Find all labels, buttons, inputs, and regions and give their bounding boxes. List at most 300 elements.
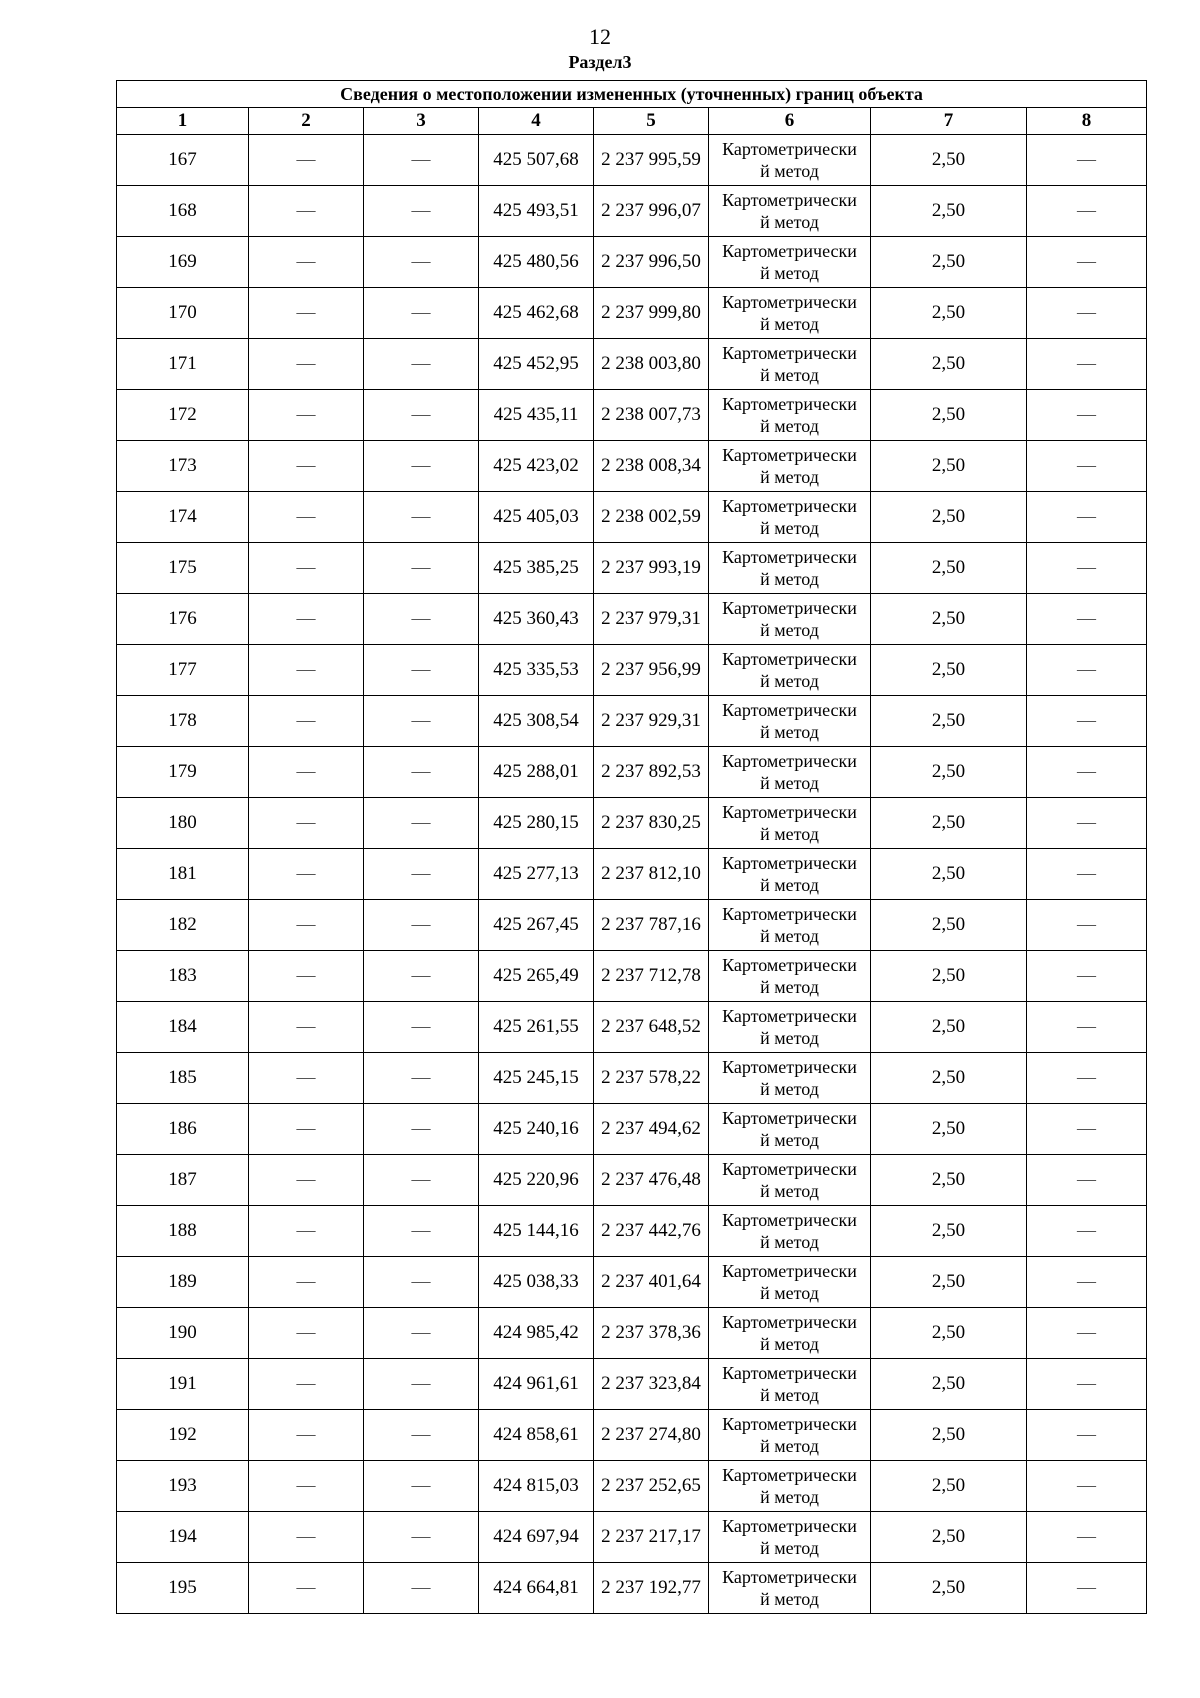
column-8-cell: — [1027, 594, 1147, 645]
method-cell [709, 1461, 871, 1512]
method-text-line-2: й метод [760, 1538, 819, 1558]
method-text-line-1: Картометрически [722, 343, 857, 363]
method-text-line-2: й метод [760, 1079, 819, 1099]
method-text-line-1: Картометрически [722, 445, 857, 465]
y-coordinate-cell: 2 237 929,31 [594, 696, 709, 747]
accuracy-cell: 2,50 [871, 1512, 1027, 1563]
method-text-line-1: Картометрически [722, 1516, 857, 1536]
point-number-cell: 172 [117, 390, 249, 441]
y-coordinate-cell: 2 237 442,76 [594, 1206, 709, 1257]
accuracy-cell: 2,50 [871, 1053, 1027, 1104]
point-number-cell: 184 [117, 1002, 249, 1053]
column-8-cell: — [1027, 951, 1147, 1002]
table-row [117, 135, 1147, 186]
method-text-line-1: Картометрически [722, 1567, 857, 1587]
column-2-cell: — [249, 1155, 364, 1206]
x-coordinate-cell: 425 267,45 [479, 900, 594, 951]
method-text-line-2: й метод [760, 1487, 819, 1507]
y-coordinate-cell: 2 237 996,50 [594, 237, 709, 288]
column-2-cell: — [249, 900, 364, 951]
point-number-cell: 180 [117, 798, 249, 849]
method-text-line-2: й метод [760, 620, 819, 640]
accuracy-cell: 2,50 [871, 1002, 1027, 1053]
column-2-cell: — [249, 1359, 364, 1410]
point-number-cell: 189 [117, 1257, 249, 1308]
method-text-line-2: й метод [760, 314, 819, 334]
column-3-cell: — [364, 1206, 479, 1257]
point-number-cell: 170 [117, 288, 249, 339]
table-row [117, 237, 1147, 288]
column-3-cell: — [364, 1155, 479, 1206]
table-row [117, 900, 1147, 951]
point-number-cell: 188 [117, 1206, 249, 1257]
y-coordinate-cell: 2 237 401,64 [594, 1257, 709, 1308]
method-text-line-2: й метод [760, 875, 819, 895]
column-8-cell: — [1027, 747, 1147, 798]
column-3-cell: — [364, 594, 479, 645]
method-text-line-1: Картометрически [722, 649, 857, 669]
column-number-3: 3 [364, 108, 479, 135]
column-2-cell: — [249, 1257, 364, 1308]
accuracy-cell: 2,50 [871, 186, 1027, 237]
method-cell [709, 1563, 871, 1614]
column-2-cell: — [249, 186, 364, 237]
column-3-cell: — [364, 1104, 479, 1155]
column-number-5: 5 [594, 108, 709, 135]
method-text-line-1: Картометрически [722, 496, 857, 516]
method-cell [709, 1053, 871, 1104]
column-2-cell: — [249, 1002, 364, 1053]
method-text-line-2: й метод [760, 416, 819, 436]
accuracy-cell: 2,50 [871, 696, 1027, 747]
table-row [117, 441, 1147, 492]
method-text-line-2: й метод [760, 467, 819, 487]
method-text-line-2: й метод [760, 1589, 819, 1609]
y-coordinate-cell: 2 237 830,25 [594, 798, 709, 849]
method-text-line-2: й метод [760, 926, 819, 946]
point-number-cell: 185 [117, 1053, 249, 1104]
y-coordinate-cell: 2 237 812,10 [594, 849, 709, 900]
x-coordinate-cell: 424 985,42 [479, 1308, 594, 1359]
method-cell [709, 849, 871, 900]
table-row [117, 186, 1147, 237]
y-coordinate-cell: 2 237 648,52 [594, 1002, 709, 1053]
y-coordinate-cell: 2 237 494,62 [594, 1104, 709, 1155]
method-cell [709, 1512, 871, 1563]
y-coordinate-cell: 2 237 217,17 [594, 1512, 709, 1563]
y-coordinate-cell: 2 237 999,80 [594, 288, 709, 339]
method-text-line-1: Картометрически [722, 394, 857, 414]
method-cell [709, 1359, 871, 1410]
table-row [117, 1359, 1147, 1410]
method-text-line-2: й метод [760, 518, 819, 538]
column-2-cell: — [249, 543, 364, 594]
column-8-cell: — [1027, 339, 1147, 390]
y-coordinate-cell: 2 237 578,22 [594, 1053, 709, 1104]
column-2-cell: — [249, 1206, 364, 1257]
method-text-line-1: Картометрически [722, 1006, 857, 1026]
x-coordinate-cell: 424 858,61 [479, 1410, 594, 1461]
method-text-line-2: й метод [760, 1385, 819, 1405]
x-coordinate-cell: 425 308,54 [479, 696, 594, 747]
y-coordinate-cell: 2 237 892,53 [594, 747, 709, 798]
x-coordinate-cell: 425 220,96 [479, 1155, 594, 1206]
method-text-line-1: Картометрически [722, 1465, 857, 1485]
column-2-cell: — [249, 798, 364, 849]
table-row [117, 1155, 1147, 1206]
method-text-line-2: й метод [760, 365, 819, 385]
column-number-7: 7 [871, 108, 1027, 135]
page-number: 12 [589, 24, 611, 49]
method-cell [709, 594, 871, 645]
column-3-cell: — [364, 696, 479, 747]
point-number-cell: 194 [117, 1512, 249, 1563]
y-coordinate-cell: 2 237 252,65 [594, 1461, 709, 1512]
y-coordinate-cell: 2 237 476,48 [594, 1155, 709, 1206]
column-3-cell: — [364, 951, 479, 1002]
method-text-line-1: Картометрически [722, 853, 857, 873]
column-8-cell: — [1027, 798, 1147, 849]
accuracy-cell: 2,50 [871, 288, 1027, 339]
accuracy-cell: 2,50 [871, 1461, 1027, 1512]
point-number-cell: 192 [117, 1410, 249, 1461]
method-text-line-2: й метод [760, 1130, 819, 1150]
x-coordinate-cell: 425 335,53 [479, 645, 594, 696]
method-text-line-1: Картометрически [722, 1057, 857, 1077]
x-coordinate-cell: 425 280,15 [479, 798, 594, 849]
accuracy-cell: 2,50 [871, 900, 1027, 951]
column-2-cell: — [249, 1563, 364, 1614]
column-3-cell: — [364, 747, 479, 798]
table-row [117, 1206, 1147, 1257]
column-2-cell: — [249, 1104, 364, 1155]
y-coordinate-cell: 2 237 378,36 [594, 1308, 709, 1359]
column-8-cell: — [1027, 1257, 1147, 1308]
method-text-line-2: й метод [760, 671, 819, 691]
y-coordinate-cell: 2 237 993,19 [594, 543, 709, 594]
column-8-cell: — [1027, 1002, 1147, 1053]
accuracy-cell: 2,50 [871, 1563, 1027, 1614]
accuracy-cell: 2,50 [871, 1410, 1027, 1461]
method-cell [709, 339, 871, 390]
accuracy-cell: 2,50 [871, 1359, 1027, 1410]
method-text-line-2: й метод [760, 1334, 819, 1354]
section-title: Раздел3 [568, 52, 632, 72]
column-number-1: 1 [117, 108, 249, 135]
method-text-line-1: Картометрически [722, 1108, 857, 1128]
method-text-line-1: Картометрически [722, 547, 857, 567]
method-text-line-1: Картометрически [722, 1312, 857, 1332]
y-coordinate-cell: 2 237 995,59 [594, 135, 709, 186]
method-text-line-2: й метод [760, 1436, 819, 1456]
method-cell [709, 1155, 871, 1206]
column-8-cell: — [1027, 645, 1147, 696]
method-text-line-1: Картометрически [722, 700, 857, 720]
table-row [117, 1257, 1147, 1308]
y-coordinate-cell: 2 238 003,80 [594, 339, 709, 390]
table-row [117, 1461, 1147, 1512]
method-cell [709, 390, 871, 441]
y-coordinate-cell: 2 237 274,80 [594, 1410, 709, 1461]
accuracy-cell: 2,50 [871, 798, 1027, 849]
method-cell [709, 900, 871, 951]
point-number-cell: 167 [117, 135, 249, 186]
x-coordinate-cell: 425 038,33 [479, 1257, 594, 1308]
point-number-cell: 169 [117, 237, 249, 288]
accuracy-cell: 2,50 [871, 339, 1027, 390]
method-text-line-2: й метод [760, 1283, 819, 1303]
table-row [117, 951, 1147, 1002]
table-row [117, 1563, 1147, 1614]
x-coordinate-cell: 425 423,02 [479, 441, 594, 492]
table-row [117, 543, 1147, 594]
column-8-cell: — [1027, 1563, 1147, 1614]
method-text-line-2: й метод [760, 1232, 819, 1252]
column-2-cell: — [249, 645, 364, 696]
table-body [117, 135, 1147, 1614]
x-coordinate-cell: 425 144,16 [479, 1206, 594, 1257]
accuracy-cell: 2,50 [871, 390, 1027, 441]
method-cell [709, 951, 871, 1002]
column-2-cell: — [249, 1308, 364, 1359]
table-row [117, 1308, 1147, 1359]
method-cell [709, 237, 871, 288]
column-2-cell: — [249, 747, 364, 798]
column-2-cell: — [249, 1410, 364, 1461]
y-coordinate-cell: 2 237 712,78 [594, 951, 709, 1002]
x-coordinate-cell: 425 435,11 [479, 390, 594, 441]
table-row [117, 747, 1147, 798]
method-cell [709, 747, 871, 798]
table-row [117, 1104, 1147, 1155]
column-2-cell: — [249, 594, 364, 645]
point-number-cell: 193 [117, 1461, 249, 1512]
column-8-cell: — [1027, 1206, 1147, 1257]
y-coordinate-cell: 2 237 192,77 [594, 1563, 709, 1614]
method-text-line-1: Картометрически [722, 598, 857, 618]
boundary-coordinates-table [116, 80, 1147, 1614]
accuracy-cell: 2,50 [871, 1155, 1027, 1206]
method-cell [709, 543, 871, 594]
column-2-cell: — [249, 135, 364, 186]
method-text-line-1: Картометрически [722, 190, 857, 210]
accuracy-cell: 2,50 [871, 594, 1027, 645]
point-number-cell: 175 [117, 543, 249, 594]
x-coordinate-cell: 425 462,68 [479, 288, 594, 339]
accuracy-cell: 2,50 [871, 951, 1027, 1002]
method-text-line-2: й метод [760, 722, 819, 742]
point-number-cell: 173 [117, 441, 249, 492]
method-text-line-2: й метод [760, 569, 819, 589]
column-3-cell: — [364, 900, 479, 951]
table-row [117, 339, 1147, 390]
table-row [117, 390, 1147, 441]
y-coordinate-cell: 2 238 008,34 [594, 441, 709, 492]
column-2-cell: — [249, 1053, 364, 1104]
x-coordinate-cell: 425 452,95 [479, 339, 594, 390]
column-8-cell: — [1027, 1308, 1147, 1359]
column-2-cell: — [249, 492, 364, 543]
column-2-cell: — [249, 1461, 364, 1512]
accuracy-cell: 2,50 [871, 1206, 1027, 1257]
table-caption: Сведения о местоположении измененных (уточненных) границ объекта [117, 81, 1147, 108]
method-cell [709, 1104, 871, 1155]
y-coordinate-cell: 2 237 323,84 [594, 1359, 709, 1410]
method-text-line-1: Картометрически [722, 955, 857, 975]
column-8-cell: — [1027, 1104, 1147, 1155]
point-number-cell: 178 [117, 696, 249, 747]
accuracy-cell: 2,50 [871, 543, 1027, 594]
column-2-cell: — [249, 339, 364, 390]
column-3-cell: — [364, 849, 479, 900]
accuracy-cell: 2,50 [871, 237, 1027, 288]
x-coordinate-cell: 425 240,16 [479, 1104, 594, 1155]
column-2-cell: — [249, 288, 364, 339]
x-coordinate-cell: 425 277,13 [479, 849, 594, 900]
method-cell [709, 492, 871, 543]
x-coordinate-cell: 425 480,56 [479, 237, 594, 288]
accuracy-cell: 2,50 [871, 1257, 1027, 1308]
method-text-line-2: й метод [760, 1181, 819, 1201]
point-number-cell: 174 [117, 492, 249, 543]
point-number-cell: 195 [117, 1563, 249, 1614]
column-8-cell: — [1027, 696, 1147, 747]
x-coordinate-cell: 425 360,43 [479, 594, 594, 645]
table-row [117, 1002, 1147, 1053]
method-cell [709, 798, 871, 849]
x-coordinate-cell: 425 385,25 [479, 543, 594, 594]
column-8-cell: — [1027, 1359, 1147, 1410]
method-text-line-2: й метод [760, 212, 819, 232]
point-number-cell: 187 [117, 1155, 249, 1206]
table-row [117, 1053, 1147, 1104]
column-2-cell: — [249, 441, 364, 492]
column-8-cell: — [1027, 849, 1147, 900]
accuracy-cell: 2,50 [871, 441, 1027, 492]
point-number-cell: 182 [117, 900, 249, 951]
point-number-cell: 168 [117, 186, 249, 237]
column-3-cell: — [364, 1563, 479, 1614]
y-coordinate-cell: 2 237 956,99 [594, 645, 709, 696]
table-row [117, 645, 1147, 696]
column-3-cell: — [364, 1512, 479, 1563]
column-3-cell: — [364, 135, 479, 186]
method-cell [709, 1410, 871, 1461]
y-coordinate-cell: 2 237 996,07 [594, 186, 709, 237]
x-coordinate-cell: 425 261,55 [479, 1002, 594, 1053]
point-number-cell: 171 [117, 339, 249, 390]
column-3-cell: — [364, 339, 479, 390]
column-2-cell: — [249, 696, 364, 747]
x-coordinate-cell: 425 265,49 [479, 951, 594, 1002]
column-number-4: 4 [479, 108, 594, 135]
x-coordinate-cell: 424 815,03 [479, 1461, 594, 1512]
column-number-8: 8 [1027, 108, 1147, 135]
method-text-line-2: й метод [760, 161, 819, 181]
accuracy-cell: 2,50 [871, 1308, 1027, 1359]
column-3-cell: — [364, 543, 479, 594]
table-row [117, 1410, 1147, 1461]
column-3-cell: — [364, 390, 479, 441]
method-cell [709, 696, 871, 747]
method-text-line-1: Картометрически [722, 1414, 857, 1434]
column-8-cell: — [1027, 1410, 1147, 1461]
method-text-line-2: й метод [760, 824, 819, 844]
column-8-cell: — [1027, 1461, 1147, 1512]
column-8-cell: — [1027, 135, 1147, 186]
point-number-cell: 179 [117, 747, 249, 798]
method-cell [709, 1308, 871, 1359]
accuracy-cell: 2,50 [871, 747, 1027, 798]
column-8-cell: — [1027, 492, 1147, 543]
table-row [117, 849, 1147, 900]
table-caption-row [117, 81, 1147, 108]
x-coordinate-cell: 425 245,15 [479, 1053, 594, 1104]
table-row [117, 798, 1147, 849]
accuracy-cell: 2,50 [871, 1104, 1027, 1155]
column-2-cell: — [249, 849, 364, 900]
column-3-cell: — [364, 645, 479, 696]
point-number-cell: 186 [117, 1104, 249, 1155]
column-3-cell: — [364, 492, 479, 543]
y-coordinate-cell: 2 238 007,73 [594, 390, 709, 441]
column-3-cell: — [364, 1002, 479, 1053]
method-text-line-1: Картометрически [722, 1261, 857, 1281]
x-coordinate-cell: 425 288,01 [479, 747, 594, 798]
method-cell [709, 1002, 871, 1053]
column-8-cell: — [1027, 1053, 1147, 1104]
method-cell [709, 441, 871, 492]
method-text-line-1: Картометрически [722, 1210, 857, 1230]
column-3-cell: — [364, 288, 479, 339]
method-cell [709, 1257, 871, 1308]
column-2-cell: — [249, 951, 364, 1002]
x-coordinate-cell: 424 664,81 [479, 1563, 594, 1614]
point-number-cell: 181 [117, 849, 249, 900]
column-3-cell: — [364, 798, 479, 849]
table-row [117, 1512, 1147, 1563]
column-8-cell: — [1027, 1155, 1147, 1206]
column-2-cell: — [249, 1512, 364, 1563]
method-text-line-2: й метод [760, 773, 819, 793]
method-cell [709, 1206, 871, 1257]
accuracy-cell: 2,50 [871, 135, 1027, 186]
x-coordinate-cell: 425 493,51 [479, 186, 594, 237]
method-text-line-2: й метод [760, 1028, 819, 1048]
column-3-cell: — [364, 186, 479, 237]
x-coordinate-cell: 425 507,68 [479, 135, 594, 186]
accuracy-cell: 2,50 [871, 492, 1027, 543]
method-text-line-1: Картометрически [722, 1363, 857, 1383]
column-8-cell: — [1027, 186, 1147, 237]
y-coordinate-cell: 2 238 002,59 [594, 492, 709, 543]
column-number-6: 6 [709, 108, 871, 135]
column-8-cell: — [1027, 900, 1147, 951]
method-text-line-2: й метод [760, 263, 819, 283]
method-text-line-2: й метод [760, 977, 819, 997]
table-row [117, 696, 1147, 747]
method-text-line-1: Картометрически [722, 241, 857, 261]
method-cell [709, 288, 871, 339]
column-8-cell: — [1027, 390, 1147, 441]
x-coordinate-cell: 424 697,94 [479, 1512, 594, 1563]
column-3-cell: — [364, 1053, 479, 1104]
column-8-cell: — [1027, 543, 1147, 594]
column-3-cell: — [364, 441, 479, 492]
method-text-line-1: Картометрически [722, 802, 857, 822]
table-row [117, 288, 1147, 339]
accuracy-cell: 2,50 [871, 849, 1027, 900]
